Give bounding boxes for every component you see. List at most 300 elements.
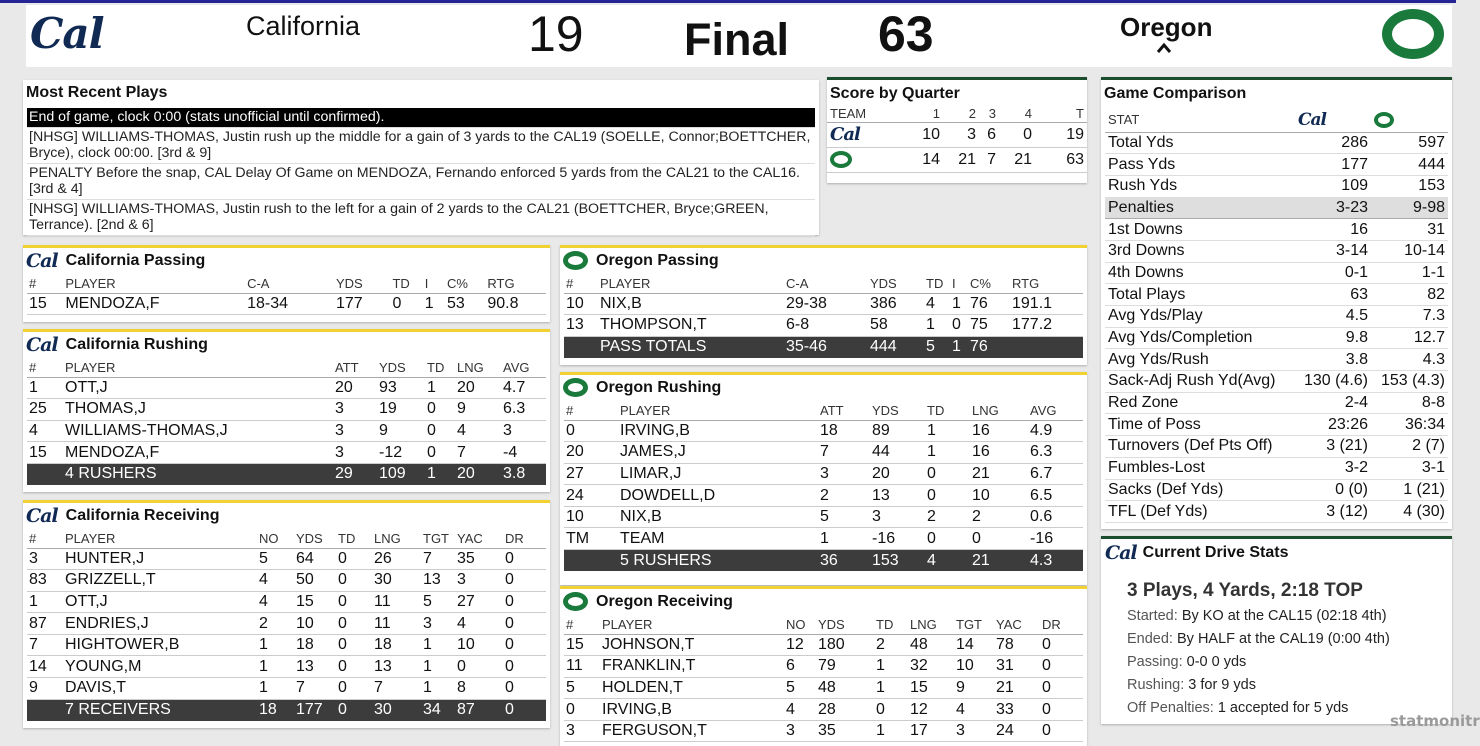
comparison-row[interactable] xyxy=(1105,175,1448,197)
column-header[interactable]: LNG xyxy=(970,402,1028,420)
stat-cell: -16 xyxy=(1028,528,1083,550)
stat-cell: 0 xyxy=(336,613,372,635)
player-name: IRVING,B xyxy=(618,420,818,442)
oregon-rushing-card xyxy=(560,372,1087,585)
column-header[interactable]: PLAYER xyxy=(600,616,784,634)
comparison-row[interactable] xyxy=(1105,457,1448,479)
comparison-row[interactable] xyxy=(1105,132,1448,154)
home-team-name: Oregon xyxy=(1120,12,1213,42)
column-header[interactable]: TD xyxy=(925,402,970,420)
stat-cell: 3 xyxy=(333,442,377,464)
comparison-row[interactable] xyxy=(1105,436,1448,458)
stat-cell: 5 xyxy=(784,677,816,699)
stat-cell: 0 xyxy=(425,420,455,442)
top-accent-bar xyxy=(0,0,1456,3)
oregon-value: 444 xyxy=(1371,154,1448,176)
comparison-row[interactable] xyxy=(1105,154,1448,176)
comparison-row[interactable] xyxy=(1105,240,1448,262)
jersey-number: 7 xyxy=(27,634,63,656)
totals-spacer xyxy=(27,699,63,721)
stat-cell: 35 xyxy=(816,720,874,742)
quarter-score: 0 xyxy=(999,122,1035,147)
stat-cell: 5 xyxy=(818,506,870,528)
column-header[interactable]: # xyxy=(564,275,598,293)
stat-cell: 0 xyxy=(425,442,455,464)
stat-cell: 20 xyxy=(333,377,377,399)
stat-label: Avg Yds/Completion xyxy=(1105,327,1295,349)
stat-label: Sacks (Def Yds) xyxy=(1105,479,1295,501)
quarter-row-oregon xyxy=(827,147,1087,172)
column-header[interactable]: LNG xyxy=(372,530,421,548)
game-comparison-title: Game Comparison xyxy=(1104,85,1247,102)
totals-row xyxy=(564,550,1083,572)
column-header[interactable]: NO xyxy=(784,616,816,634)
jersey-number: 25 xyxy=(27,399,63,421)
stat-cell: 33 xyxy=(994,699,1040,721)
stat-cell: 1 xyxy=(924,315,950,337)
stat-cell: 3 xyxy=(501,420,546,442)
stat-cell: 1 xyxy=(421,656,455,678)
column-header[interactable]: I xyxy=(423,275,445,293)
column-header[interactable]: NO xyxy=(257,530,294,548)
play-item[interactable]: End of game, clock 0:00 (stats unofficial until confirmed). xyxy=(27,108,815,128)
stat-row[interactable] xyxy=(564,442,1083,464)
totals-label: PASS TOTALS xyxy=(598,336,784,358)
comparison-row[interactable] xyxy=(1105,479,1448,501)
stat-cell: 1 xyxy=(421,678,455,700)
stat-row[interactable] xyxy=(564,506,1083,528)
stat-cell: 6.3 xyxy=(501,399,546,421)
california-logo: Cal xyxy=(830,124,860,145)
oregon-receiving-title: Oregon Receiving xyxy=(596,592,733,610)
jersey-number: 1 xyxy=(27,377,63,399)
play-item[interactable]: [NHSG] WILLIAMS-THOMAS, Justin rush to the left for a gain of 2 yards to the CAL21 (BOETTCHER, Bryce;GREEN, Terrance). [2nd & 6] xyxy=(27,200,815,236)
comparison-row[interactable] xyxy=(1105,197,1448,219)
column-header[interactable]: TD xyxy=(425,359,455,377)
game-status: Final xyxy=(684,14,790,65)
jersey-number: 15 xyxy=(564,634,600,656)
stat-cell: 1 xyxy=(874,677,908,699)
california-value: 3-23 xyxy=(1295,197,1371,219)
jersey-number: 14 xyxy=(27,656,63,678)
column-header[interactable]: TD xyxy=(924,275,950,293)
score-by-quarter-card xyxy=(827,77,1087,183)
stat-cell: 21 xyxy=(970,463,1028,485)
stat-row[interactable] xyxy=(564,420,1083,442)
stat-cell: 12 xyxy=(908,699,954,721)
stat-row[interactable] xyxy=(564,315,1083,337)
player-name: JOHNSON,T xyxy=(600,634,784,656)
away-score: 19 xyxy=(528,6,584,62)
stat-cell: 2 xyxy=(874,634,908,656)
california-value: 3-14 xyxy=(1295,240,1371,262)
column-header[interactable]: TGT xyxy=(421,530,455,548)
stat-cell: 1 xyxy=(950,293,968,315)
column-header[interactable]: YDS xyxy=(868,275,924,293)
comparison-row[interactable] xyxy=(1105,414,1448,436)
stat-cell: 48 xyxy=(816,677,874,699)
current-drive-card xyxy=(1101,536,1452,724)
stat-label: 4th Downs xyxy=(1105,262,1295,284)
column-header[interactable]: LNG xyxy=(908,616,954,634)
stat-row[interactable] xyxy=(564,656,1083,678)
play-item[interactable]: PENALTY Before the snap, CAL Delay Of Game on MENDOZA, Fernando enforced 5 yards from the CAL21 to the CAL16. [3rd & 4] xyxy=(27,164,815,200)
stat-cell: 5 xyxy=(421,591,455,613)
column-header[interactable]: AVG xyxy=(501,359,546,377)
player-name: ENDRIES,J xyxy=(63,613,257,635)
comparison-row[interactable] xyxy=(1105,349,1448,371)
stat-row[interactable] xyxy=(564,677,1083,699)
total-score: 19 xyxy=(1035,122,1087,147)
jersey-number: TM xyxy=(564,528,618,550)
column-header[interactable]: YDS xyxy=(334,275,391,293)
stat-row[interactable] xyxy=(27,420,546,442)
oregon-value: 1 (21) xyxy=(1371,479,1448,501)
stat-cell: 15 xyxy=(908,677,954,699)
oregon-value: 597 xyxy=(1371,132,1448,154)
stat-cell: 0 xyxy=(970,528,1028,550)
stat-cell: 9 xyxy=(377,420,425,442)
stat-cell: 1 xyxy=(257,678,294,700)
stat-cell: 2 xyxy=(818,485,870,507)
oregon-value: 82 xyxy=(1371,284,1448,306)
stat-cell: 44 xyxy=(870,442,925,464)
stat-cell: 17 xyxy=(908,720,954,742)
stat-cell: 0 xyxy=(390,293,422,315)
column-header[interactable]: DR xyxy=(1040,616,1083,634)
stat-cell: 0 xyxy=(503,570,546,592)
stat-cell: 89 xyxy=(870,420,925,442)
quarter-header: TEAM xyxy=(827,105,907,122)
column-header[interactable]: # xyxy=(27,530,63,548)
drive-summary: 3 Plays, 4 Yards, 2:18 TOP xyxy=(1127,580,1363,601)
stat-label: Total Yds xyxy=(1105,132,1295,154)
scoreboard-header xyxy=(26,5,1452,67)
oregon-logo xyxy=(563,251,588,270)
totals-label: 5 RUSHERS xyxy=(618,550,818,572)
stat-cell: 21 xyxy=(994,677,1040,699)
stat-row[interactable] xyxy=(27,656,546,678)
stat-cell: 0 xyxy=(336,591,372,613)
column-header[interactable]: C% xyxy=(968,275,1010,293)
oregon-value: 9-98 xyxy=(1371,197,1448,219)
quarter-score: 21 xyxy=(999,147,1035,172)
california-value: 23:26 xyxy=(1295,414,1371,436)
player-name: IRVING,B xyxy=(600,699,784,721)
stat-label: Turnovers (Def Pts Off) xyxy=(1105,436,1295,458)
stat-cell: 0 xyxy=(455,656,503,678)
totals-cell: 20 xyxy=(455,463,501,485)
stat-cell: 3 xyxy=(333,399,377,421)
column-header[interactable]: # xyxy=(564,402,618,420)
stat-cell: -4 xyxy=(501,442,546,464)
stat-row[interactable] xyxy=(27,442,546,464)
total-score: 63 xyxy=(1035,147,1087,172)
stat-cell: 0 xyxy=(1040,656,1083,678)
oregon-receiving-card xyxy=(560,586,1087,746)
jersey-number: 10 xyxy=(564,293,598,315)
totals-cell: 30 xyxy=(372,699,421,721)
totals-cell: 29 xyxy=(333,463,377,485)
quarter-header: T xyxy=(1035,105,1087,122)
quarter-header: 3 xyxy=(979,105,999,122)
stat-cell: 4 xyxy=(455,613,503,635)
stat-cell: 75 xyxy=(968,315,1010,337)
stat-cell: 1 xyxy=(874,720,908,742)
stat-row[interactable] xyxy=(564,528,1083,550)
stat-row[interactable] xyxy=(27,634,546,656)
stat-cell: 1 xyxy=(925,442,970,464)
stat-cell: 18 xyxy=(372,634,421,656)
column-header[interactable]: RTG xyxy=(485,275,546,293)
oregon-value: 4.3 xyxy=(1371,349,1448,371)
jersey-number: 5 xyxy=(564,677,600,699)
totals-cell: 21 xyxy=(970,550,1028,572)
stat-row[interactable] xyxy=(564,293,1083,315)
stat-cell: 18 xyxy=(818,420,870,442)
stat-cell: 0 xyxy=(336,678,372,700)
player-name: HOLDEN,T xyxy=(600,677,784,699)
stat-label: Avg Yds/Rush xyxy=(1105,349,1295,371)
column-header[interactable]: LNG xyxy=(455,359,501,377)
stat-row[interactable] xyxy=(27,570,546,592)
column-header[interactable]: PLAYER xyxy=(598,275,784,293)
stat-label: Fumbles-Lost xyxy=(1105,457,1295,479)
totals-cell: 1 xyxy=(950,336,968,358)
oregon-value: 4 (30) xyxy=(1371,501,1448,523)
stat-cell: 6.7 xyxy=(1028,463,1083,485)
player-name: NIX,B xyxy=(618,506,818,528)
stat-cell: 79 xyxy=(816,656,874,678)
stat-cell: 386 xyxy=(868,293,924,315)
oregon-value: 153 xyxy=(1371,175,1448,197)
jersey-number: 83 xyxy=(27,570,63,592)
stat-cell: 7 xyxy=(372,678,421,700)
stat-cell: 0 xyxy=(925,528,970,550)
column-header[interactable]: YDS xyxy=(377,359,425,377)
statmonitr-watermark: statmonitr xyxy=(1390,712,1480,730)
column-header[interactable]: PLAYER xyxy=(63,359,333,377)
column-header[interactable]: YAC xyxy=(994,616,1040,634)
stat-cell: 28 xyxy=(816,699,874,721)
column-header[interactable]: RTG xyxy=(1010,275,1083,293)
oregon-value: 2 (7) xyxy=(1371,436,1448,458)
stat-label: Sack-Adj Rush Yd(Avg) xyxy=(1105,371,1295,393)
column-header[interactable]: ATT xyxy=(818,402,870,420)
stat-cell: 78 xyxy=(994,634,1040,656)
stat-row[interactable] xyxy=(564,699,1083,721)
stat-cell: 1 xyxy=(925,420,970,442)
cal-receiving-title: California Receiving xyxy=(65,506,220,524)
stat-cell: 48 xyxy=(908,634,954,656)
stat-row[interactable] xyxy=(27,613,546,635)
player-name: YOUNG,M xyxy=(63,656,257,678)
column-header[interactable]: TD xyxy=(336,530,372,548)
column-header[interactable]: # xyxy=(27,275,63,293)
jersey-number: 27 xyxy=(564,463,618,485)
stat-cell: 9 xyxy=(455,399,501,421)
stat-cell: 30 xyxy=(372,570,421,592)
totals-cell: 109 xyxy=(377,463,425,485)
cal-rushing-title: California Rushing xyxy=(65,335,208,353)
comparison-row[interactable] xyxy=(1105,392,1448,414)
quarter-header: 4 xyxy=(999,105,1035,122)
stat-cell: 13 xyxy=(294,656,336,678)
california-value: 4.5 xyxy=(1295,306,1371,328)
comparison-row[interactable] xyxy=(1105,284,1448,306)
stat-cell: 10 xyxy=(455,634,503,656)
column-header[interactable]: YDS xyxy=(816,616,874,634)
quarter-header: 1 xyxy=(907,105,943,122)
player-name: OTT,J xyxy=(63,591,257,613)
column-header[interactable]: PLAYER xyxy=(63,530,257,548)
column-header[interactable]: # xyxy=(27,359,63,377)
oregon-logo xyxy=(1374,112,1394,128)
column-header[interactable]: YDS xyxy=(870,402,925,420)
california-logo: Cal xyxy=(1105,542,1137,564)
stat-row[interactable] xyxy=(564,634,1083,656)
column-header[interactable]: TGT xyxy=(954,616,994,634)
oregon-value: 31 xyxy=(1371,219,1448,241)
column-header[interactable]: I xyxy=(950,275,968,293)
stat-cell: 11 xyxy=(372,591,421,613)
player-name: FERGUSON,T xyxy=(600,720,784,742)
stat-cell: 1 xyxy=(874,656,908,678)
stat-cell: 4.9 xyxy=(1028,420,1083,442)
drive-started xyxy=(1127,608,1452,624)
oregon-value: 12.7 xyxy=(1371,327,1448,349)
column-header[interactable]: PLAYER xyxy=(63,275,245,293)
column-header[interactable]: TD xyxy=(390,275,422,293)
stat-row[interactable] xyxy=(27,548,546,570)
comparison-row[interactable] xyxy=(1105,501,1448,523)
stat-cell: 3 xyxy=(333,420,377,442)
stat-cell: 18-34 xyxy=(245,293,334,315)
column-header[interactable]: YDS xyxy=(294,530,336,548)
stat-cell: 20 xyxy=(455,377,501,399)
totals-cell: 5 xyxy=(924,336,950,358)
column-header[interactable]: C% xyxy=(445,275,485,293)
stat-cell: 4 xyxy=(455,420,501,442)
stat-cell: 1 xyxy=(257,656,294,678)
stat-row[interactable] xyxy=(27,377,546,399)
stat-row[interactable] xyxy=(27,591,546,613)
player-name: HIGHTOWER,B xyxy=(63,634,257,656)
oregon-value: 10-14 xyxy=(1371,240,1448,262)
recent-plays-card xyxy=(23,80,819,235)
player-name: WILLIAMS-THOMAS,J xyxy=(63,420,333,442)
stat-cell: 0 xyxy=(336,570,372,592)
stat-cell: 0 xyxy=(503,548,546,570)
jersey-number: 3 xyxy=(564,720,600,742)
california-logo: Cal xyxy=(26,249,58,272)
score-by-quarter-title: Score by Quarter xyxy=(830,85,960,102)
column-header[interactable]: C-A xyxy=(784,275,868,293)
totals-row xyxy=(27,699,546,721)
stat-row[interactable] xyxy=(564,720,1083,742)
stat-label: Red Zone xyxy=(1105,392,1295,414)
stat-cell: 3 xyxy=(870,506,925,528)
jersey-number: 0 xyxy=(564,699,600,721)
player-name: DOWDELL,D xyxy=(618,485,818,507)
stat-cell: 8 xyxy=(455,678,503,700)
totals-cell: 76 xyxy=(968,336,1010,358)
column-header[interactable]: TD xyxy=(874,616,908,634)
stat-cell: 10 xyxy=(954,656,994,678)
california-logo: Cal xyxy=(26,504,58,527)
stat-cell: 6.5 xyxy=(1028,485,1083,507)
column-header[interactable]: AVG xyxy=(1028,402,1083,420)
stat-row[interactable] xyxy=(27,293,546,315)
stat-cell: 0 xyxy=(336,656,372,678)
comparison-row[interactable] xyxy=(1105,371,1448,393)
california-value: 0-1 xyxy=(1295,262,1371,284)
stat-cell: 0 xyxy=(503,634,546,656)
stat-cell: 4 xyxy=(257,570,294,592)
oregon-logo xyxy=(830,151,852,168)
comparison-row[interactable] xyxy=(1105,219,1448,241)
totals-cell: 1 xyxy=(425,463,455,485)
stat-row[interactable] xyxy=(564,463,1083,485)
stat-row[interactable] xyxy=(564,485,1083,507)
stat-row[interactable] xyxy=(27,399,546,421)
california-value: 3 (12) xyxy=(1295,501,1371,523)
california-value: 63 xyxy=(1295,284,1371,306)
column-header[interactable]: ATT xyxy=(333,359,377,377)
totals-spacer xyxy=(564,550,618,572)
column-header[interactable]: DR xyxy=(503,530,546,548)
totals-cell: 3.8 xyxy=(501,463,546,485)
stat-cell: 0 xyxy=(503,656,546,678)
stat-cell: 3 xyxy=(954,720,994,742)
column-header[interactable]: C-A xyxy=(245,275,334,293)
comparison-row[interactable] xyxy=(1105,262,1448,284)
jersey-number: 15 xyxy=(27,442,63,464)
stat-row[interactable] xyxy=(27,678,546,700)
jersey-number: 0 xyxy=(564,420,618,442)
totals-spacer xyxy=(27,463,63,485)
player-name: JAMES,J xyxy=(618,442,818,464)
comparison-row[interactable] xyxy=(1105,327,1448,349)
comparison-row[interactable] xyxy=(1105,306,1448,328)
chevron-up-icon xyxy=(1156,41,1172,55)
totals-cell: 18 xyxy=(257,699,294,721)
game-comparison-card xyxy=(1101,77,1452,529)
california-value: 2-4 xyxy=(1295,392,1371,414)
stat-cell: 19 xyxy=(377,399,425,421)
stat-cell: 0 xyxy=(503,678,546,700)
column-header[interactable]: # xyxy=(564,616,600,634)
stat-cell: 191.1 xyxy=(1010,293,1083,315)
player-name: FRANKLIN,T xyxy=(600,656,784,678)
stat-cell: 12 xyxy=(784,634,816,656)
oregon-value: 36:34 xyxy=(1371,414,1448,436)
drive-ended-label: Ended: xyxy=(1127,631,1173,647)
column-header[interactable]: PLAYER xyxy=(618,402,818,420)
stat-cell: 76 xyxy=(968,293,1010,315)
column-header[interactable]: YAC xyxy=(455,530,503,548)
stat-cell: 16 xyxy=(970,442,1028,464)
player-name: MENDOZA,F xyxy=(63,293,245,315)
stat-cell: 13 xyxy=(870,485,925,507)
play-item[interactable]: [NHSG] WILLIAMS-THOMAS, Justin rush up the middle for a gain of 3 yards to the CAL19 (SOELLE, Connor;BOETTCHER, Bryce), clock 00:00. [3rd & 9] xyxy=(27,128,815,164)
totals-cell: 153 xyxy=(870,550,925,572)
stat-cell: 0 xyxy=(503,591,546,613)
drive-rushing-value: 3 for 9 yds xyxy=(1188,677,1256,693)
quarter-score: 3 xyxy=(943,122,979,147)
quarter-row-california xyxy=(827,122,1087,147)
stat-cell: 0 xyxy=(1040,720,1083,742)
